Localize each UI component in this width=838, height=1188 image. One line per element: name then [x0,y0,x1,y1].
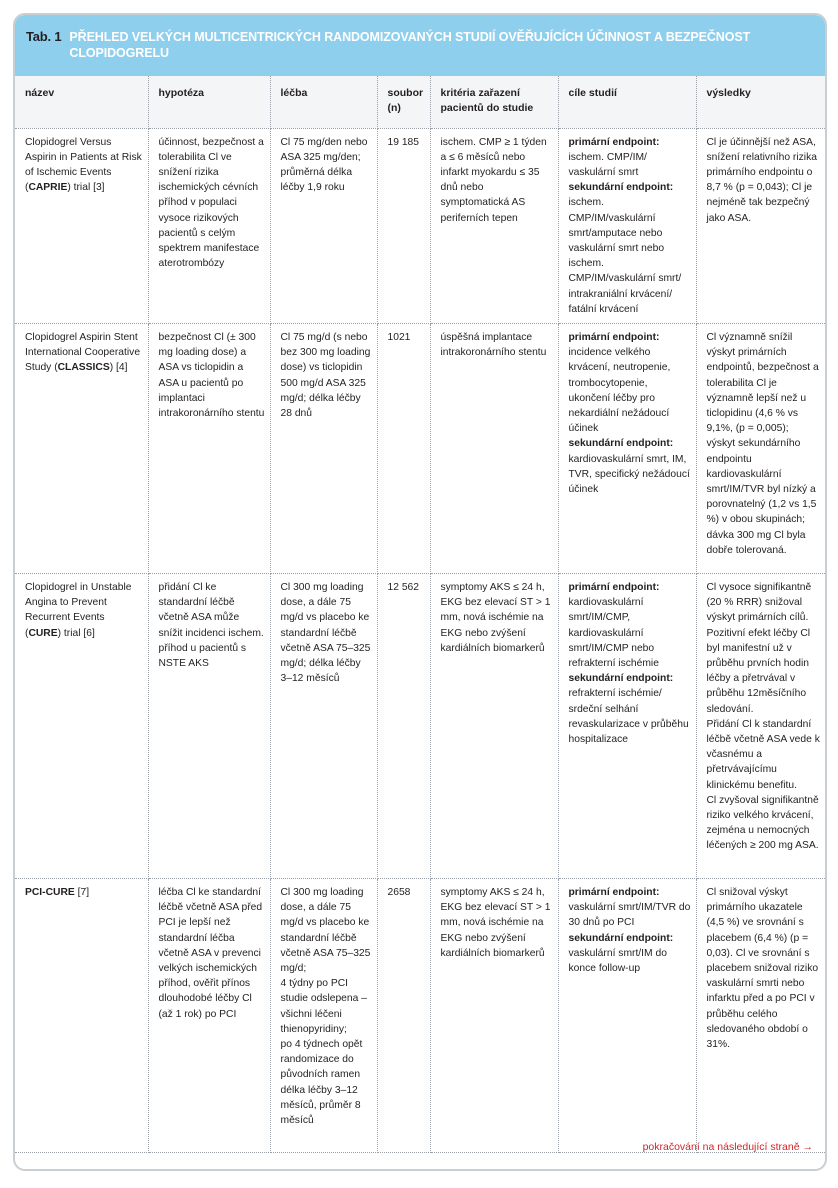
table-title: PŘEHLED VELKÝCH MULTICENTRICKÝCH RANDOMIZOVANÝCH STUDIÍ OVĚŘUJÍCÍCH ÚČINNOST A BEZPEČNOST CLOPIDOGRELU [69,30,751,60]
secondary-endpoint: kardiovaskulární smrt, IM, TVR, specifický nežádoucí účinek [568,453,690,495]
study-treatment: Cl 75 mg/d (s nebo bez 300 mg loading dose) vs ticlopidin 500 mg/d ASA 325 mg/d; délka léčby 28 dnů [270,323,377,573]
study-name [15,878,148,1152]
primary-label: primární endpoint: [568,331,660,343]
table-row [15,573,825,878]
study-ref: ) [4] [109,362,128,374]
study-hypothesis: bezpečnost Cl (± 300 mg loading dose) a ASA vs ticlopidin a ASA u pacientů po implantaci intrakoronárního stentu [148,323,270,573]
primary-label: primární endpoint: [568,136,660,148]
study-results: Cl vysoce signifikantně (20 % RRR) snižoval výskyt primárních cílů. Pozitivní efekt léčby Cl byl manifestní už v průběhu prvních hodin léčby a přetrvával v průběhu 12měsíčního sledování. Přidání Cl k standardní léčbě včetně ASA vede k včasnému a přetrvávajícímu klinickému benefitu. Cl zvyšoval signifikantně riziko velkého krvácení, zejména u nemocných léčených ≥ 200 mg ASA. [696,573,825,878]
study-hypothesis: účinnost, bezpečnost a tolerabilita Cl ve snížení rizika ischemických cévních příhod v populaci vysoce rizikových pacientů s celým spektrem manifestace aterotrombózy [148,128,270,323]
study-results: Cl významně snížil výskyt primárních endpointů, bezpečnost a tolerabilita Cl je významně lepší než u ticlopidinu (4,6 % vs 9,1%, (p = 0,005); výskyt sekundárního endpointu kardiovaskulární smrt/IM/TVR byl nízký a porovnatelný (1,2 vs 1,5 %) v obou skupinách; dávka 300 mg Cl byla dobře tolerovaná. [696,323,825,573]
study-hypothesis: přidání Cl ke standardní léčbě včetně ASA může snížit incidenci ischem. příhod u pacientů s NSTE AKS [148,573,270,878]
col-header-goals: cíle studií [558,76,696,128]
study-results: Cl snižoval výskyt primárního ukazatele (4,5 %) ve srovnání s placebem (6,4 %) (p = 0,03). Cl ve srovnání s placebem snižoval riziko vaskulární smrti nebo infarktu před a po PCI v průběhu celého sledovaného období o 31%. [696,878,825,1152]
study-name [15,573,148,878]
primary-label: primární endpoint: [568,581,660,593]
study-goals [558,878,696,1152]
study-n: 19 185 [377,128,430,323]
col-header-treatment: léčba [270,76,377,128]
study-results: Cl je účinnější než ASA, snížení relativního rizika primárního endpointu o 8,7 % (p = 0,043); Cl je nejméně tak bezpečný jako ASA. [696,128,825,323]
table-title-bar [15,15,825,76]
secondary-endpoint: refrakterní ischémie/ srdeční selhání revaskularizace v průběhu hospitalizace [568,688,689,745]
primary-endpoint: vaskulární smrt/IM/TVR do 30 dnů po PCI [568,902,691,929]
secondary-label: sekundární endpoint: [568,673,674,685]
study-goals [558,573,696,878]
secondary-label: sekundární endpoint: [568,182,674,194]
study-criteria: ischem. CMP ≥ 1 týden a ≤ 6 měsíců nebo infarkt myokardu ≤ 35 dnů nebo symptomatická AS periferních tepen [430,128,558,323]
study-treatment: Cl 300 mg loading dose, a dále 75 mg/d vs placebo ke standardní léčbě včetně ASA 75–325 mg/d; délka léčby 3–12 měsíců [270,573,377,878]
study-name-text: Clopidogrel in Unstable Angina to Prevent Recurrent Events ( [25,581,132,639]
primary-endpoint: kardiovaskulární smrt/IM/CMP, kardiovaskulární smrt/IM/CMP nebo refrakterní ischémie [568,597,659,669]
study-name [15,323,148,573]
studies-table [15,76,825,1153]
secondary-label: sekundární endpoint: [568,932,674,944]
study-criteria: symptomy AKS ≤ 24 h, EKG bez elevací ST > 1 mm, nová ischémie na EKG nebo zvýšení kardiálních biomarkerů [430,573,558,878]
study-ref: ) trial [6] [57,627,95,639]
study-criteria: úspěšná implantace intrakoronárního stentu [430,323,558,573]
study-name [15,128,148,323]
study-hypothesis: léčba Cl ke standardní léčbě včetně ASA před PCI je lepší než standardní léčba včetně ASA v prevenci velkých ischemických příhod, ověřit přínos dlouhodobé léčby Cl (až 1 rok) po PCI [148,878,270,1152]
continued-note: pokračování na následující straně → [642,1141,813,1153]
col-header-results: výsledky [696,76,825,128]
study-acronym: CAPRIE [28,182,68,194]
study-name-text: Clopidogrel Versus Aspirin in Patients at Risk of Ischemic Events ( [25,136,142,194]
table-row [15,323,825,573]
table-row [15,878,825,1152]
study-acronym: CURE [28,627,58,639]
study-goals [558,323,696,573]
table-frame [13,13,827,1171]
table-number: Tab. 1 [26,29,62,44]
secondary-label: sekundární endpoint: [568,438,674,450]
study-treatment: Cl 75 mg/den nebo ASA 325 mg/den; průměrná délka léčby 1,9 roku [270,128,377,323]
col-header-n: soubor (n) [377,76,430,128]
study-goals [558,128,696,323]
col-header-name: název [15,76,148,128]
primary-endpoint: ischem. CMP/IM/ vaskulární smrt [568,151,647,178]
study-acronym: PCI-CURE [25,886,75,898]
study-treatment: Cl 300 mg loading dose, a dále 75 mg/d vs placebo ke standardní léčbě včetně ASA 75–325 mg/d; 4 týdny po PCI studie odslepena – všichni léčeni thienopyridiny; po 4 týdnech opět randomizace do původních ramen délka léčby 3–12 měsíců, průměr 8 měsíců [270,878,377,1152]
secondary-endpoint: ischem. CMP/IM/vaskulární smrt/amputace nebo vaskulární smrt nebo ischem. CMP/IM/vaskulární smrt/ intrakraniální krvácení/ fatální krvácení [568,197,682,315]
study-n: 2658 [377,878,430,1152]
study-n: 12 562 [377,573,430,878]
col-header-criteria: kritéria zařazení pacientů do studie [430,76,558,128]
study-acronym: CLASSICS [57,362,110,374]
table-row [15,128,825,323]
study-ref: ) trial [3] [67,182,105,194]
study-n: 1021 [377,323,430,573]
study-name-text: Clopidogrel Aspirin Stent International Cooperative Study ( [25,331,141,374]
col-header-hypothesis: hypotéza [148,76,270,128]
secondary-endpoint: vaskulární smrt/IM do konce follow-up [568,947,667,974]
study-ref: [7] [74,886,90,898]
header-row [15,76,825,128]
primary-label: primární endpoint: [568,886,660,898]
study-criteria: symptomy AKS ≤ 24 h, EKG bez elevací ST > 1 mm, nová ischémie na EKG nebo zvýšení kardiálních biomarkerů [430,878,558,1152]
primary-endpoint: incidence velkého krvácení, neutropenie, trombocytopenie, ukončení léčby pro nekardiální nežádoucí účinek [568,347,671,435]
